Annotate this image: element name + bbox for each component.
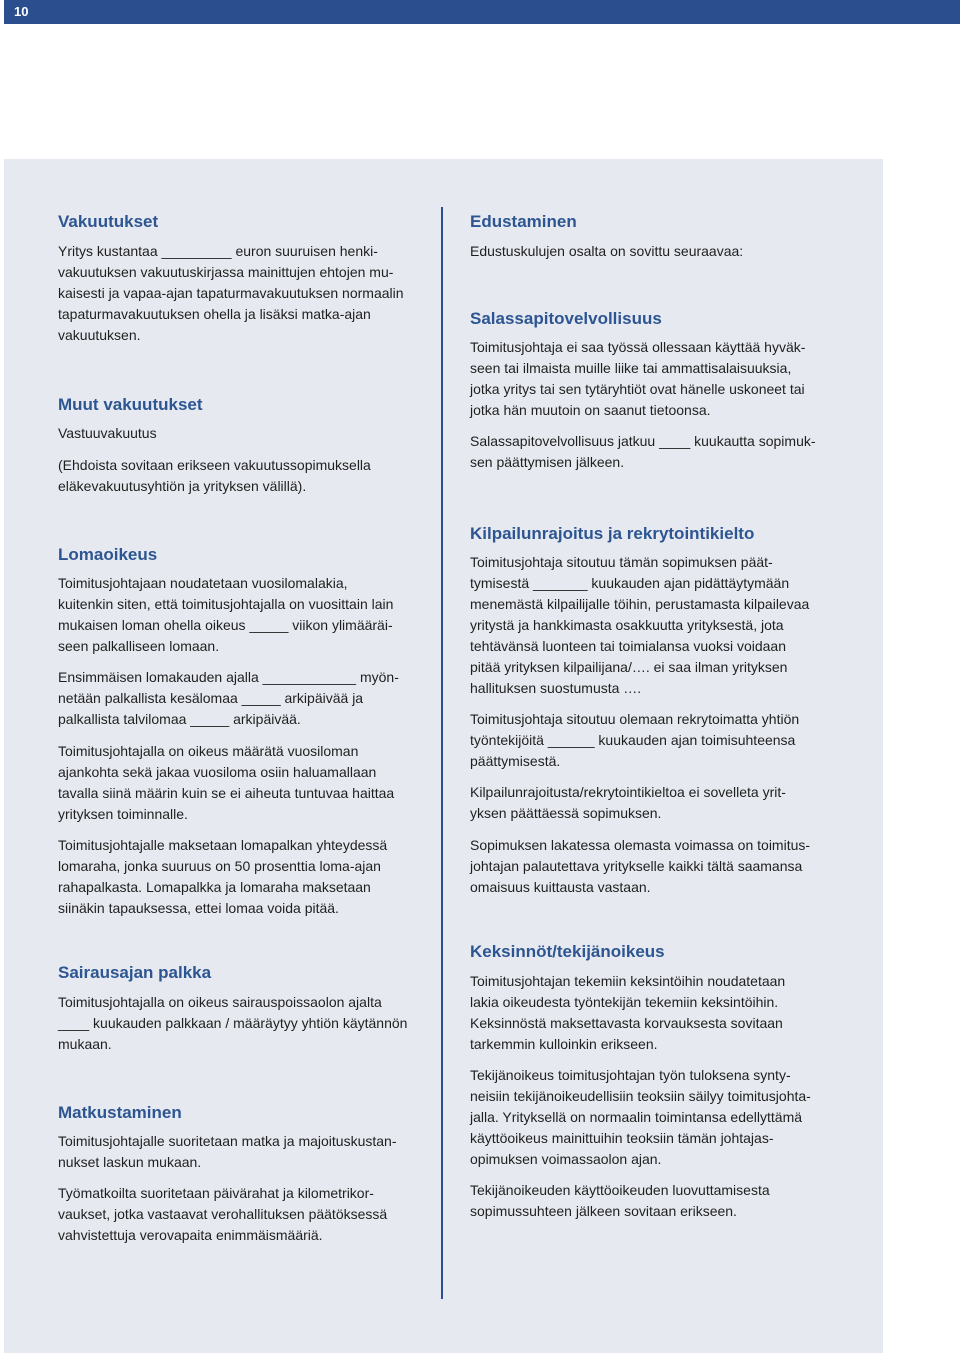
text-line: jotka yritys tai sen tytäryhtiöt ovat hänelle uskoneet tai	[470, 381, 805, 397]
text-line: omaisuus kuittausta vastaan.	[470, 879, 651, 895]
text-line: seen palkalliseen lomaan.	[58, 638, 220, 654]
heading-lomaoikeus: Lomaoikeus	[58, 545, 158, 564]
text-line: mukaisen loman ohella oikeus _____ viikon ylimääräi-	[58, 617, 393, 633]
text-line: Toimitusjohtaja ei saa työssä ollessaan käyttää hyväk-	[470, 339, 806, 355]
text-line: Ensimmäisen lomakauden ajalla ____________ myön-	[58, 669, 399, 685]
text-line: palkallista talvilomaa _____ arkipäivää.	[58, 711, 301, 727]
text-line: nukset laskun mukaan.	[58, 1154, 202, 1170]
text-line: Toimitusjohtajalla on oikeus sairauspoissaolon ajalta	[58, 994, 382, 1010]
heading-vakuutukset: Vakuutukset	[58, 212, 159, 231]
text-line: Yritys kustantaa _________ euron suuruisen henki-	[58, 243, 378, 259]
para-keksinnot-3	[470, 1180, 770, 1222]
para-salassapito-1	[470, 337, 805, 421]
para-kilpailunrajoitus-2	[470, 709, 799, 772]
heading-keksinnot: Keksinnöt/tekijänoikeus	[470, 942, 665, 961]
text-line: lomaraha, jonka suuruus on 50 prosenttia loma-ajan	[58, 858, 381, 874]
text-line: Keksinnöstä maksettavasta korvauksesta sovitaan	[470, 1015, 783, 1031]
text-line: Tekijänoikeuden käyttöoikeuden luovuttamisesta	[470, 1182, 770, 1198]
text-line: menemästä kilpailijalle töihin, perustamasta kilpailevaa	[470, 596, 810, 612]
para-vakuutukset	[58, 241, 404, 346]
para-salassapito-2	[470, 431, 816, 473]
text-line: sopimussuhteen jälkeen sovitaan erikseen.	[470, 1203, 737, 1219]
para-edustaminen	[470, 241, 743, 262]
text-line: Tekijänoikeus toimitusjohtajan työn tuloksena synty-	[470, 1067, 791, 1083]
text-line: yksen päättäessä sopimuksen.	[470, 805, 662, 821]
para-matkustaminen-1	[58, 1131, 397, 1173]
text-line: vaukset, jotka vastaavat verohallituksen päätöksessä	[58, 1206, 388, 1222]
text-line: Toimitusjohtajalle maksetaan lomapalkan yhteydessä	[58, 837, 388, 853]
header-bar	[4, 0, 960, 24]
text-line: seen tai ilmaista muille liike tai ammattisalaisuuksia,	[470, 360, 792, 376]
text-line: yrityksen toiminnalle.	[58, 806, 188, 822]
text-line: ajankohta sekä jakaa vuosiloma osiin haluamallaan	[58, 764, 377, 780]
text-line: pitää yrityksen kilpailijana/…. ei saa ilman yrityksen	[470, 659, 788, 675]
text-line: käyttöoikeus mainittuihin teoksiin tämän johtajas-	[470, 1130, 774, 1146]
text-line: Edustuskulujen osalta on sovittu seuraavaa:	[470, 243, 744, 259]
text-line: tapaturmavakuutuksen ohella ja lisäksi matka-ajan	[58, 306, 371, 322]
text-line: Vastuuvakuutus	[58, 425, 157, 441]
text-line: tavalla siinä määrin kuin se ei aiheuta tuntuvaa haittaa	[58, 785, 395, 801]
text-line: netään palkallista kesälomaa _____ arkipäivää ja	[58, 690, 364, 706]
text-line: Sopimuksen lakatessa olemasta voimassa on toimitus-	[470, 837, 811, 853]
text-line: Toimitusjohtajalle suoritetaan matka ja majoituskustan-	[58, 1133, 397, 1149]
text-line: siinäkin tapauksessa, ettei lomaa voida pitää.	[58, 900, 339, 916]
text-line: neisiin tekijänoikeudellisiin teoksiin säilyy toimitusjohta-	[470, 1088, 811, 1104]
text-line: mukaan.	[58, 1036, 112, 1052]
heading-sairausajan-palkka: Sairausajan palkka	[58, 963, 212, 982]
text-line: jalla. Yrityksellä on normaalin toimintansa edellyttämä	[470, 1109, 803, 1125]
para-lomaoikeus-4	[58, 835, 387, 919]
text-line: Toimitusjohtaja sitoutuu olemaan rekrytoimatta yhtiön	[470, 711, 800, 727]
text-line: Työmatkoilta suoritetaan päivärahat ja kilometrikor-	[58, 1185, 374, 1201]
text-line: (Ehdoista sovitaan erikseen vakuutussopimuksella	[58, 457, 371, 473]
para-lomaoikeus-2	[58, 667, 399, 730]
heading-edustaminen: Edustaminen	[470, 212, 577, 231]
text-line: tehtävänsä luonteen tai toimialansa vuoksi voidaan	[470, 638, 786, 654]
text-line: Salassapitovelvollisuus jatkuu ____ kuukautta sopimuk-	[470, 433, 816, 449]
para-kilpailunrajoitus-1	[470, 552, 809, 699]
para-matkustaminen-2	[58, 1183, 387, 1246]
text-line: ____ kuukauden palkkaan / määräytyy yhtiön käytännön	[58, 1015, 408, 1031]
column-divider	[441, 207, 443, 1299]
text-line: tarkemmin kulloinkin erikseen.	[470, 1036, 658, 1052]
text-line: kaisesti ja vapaa-ajan tapaturmavakuutuksen normaalin	[58, 285, 404, 301]
heading-salassapito: Salassapitovelvollisuus	[470, 309, 662, 328]
text-line: päättymisestä.	[470, 753, 561, 769]
text-line: rahapalkasta. Lomapalkka ja lomaraha maksetaan	[58, 879, 371, 895]
text-line: työntekijöitä ______ kuukauden ajan toimisuhteensa	[470, 732, 796, 748]
text-line: tymisestä _______ kuukauden ajan pidättäytymään	[470, 575, 790, 591]
text-line: Toimitusjohtajaan noudatetaan vuosilomalakia,	[58, 575, 348, 591]
text-line: kuitenkin siten, että toimitusjohtajalla on vuosittain lain	[58, 596, 394, 612]
text-line: vahvistettuja verovapaita enimmäismääriä.	[58, 1227, 323, 1243]
text-line: opimuksen voimassaolon ajan.	[470, 1151, 662, 1167]
heading-kilpailunrajoitus: Kilpailunrajoitus ja rekrytointikielto	[470, 524, 755, 543]
text-line: jotka hän muutoin on saanut tietoonsa.	[470, 402, 711, 418]
para-keksinnot-1	[470, 971, 785, 1055]
para-kilpailunrajoitus-4	[470, 835, 810, 898]
text-line: Toimitusjohtajalla on oikeus määrätä vuosiloman	[58, 743, 359, 759]
para-lomaoikeus-1	[58, 573, 393, 657]
para-lomaoikeus-3	[58, 741, 394, 825]
text-line: hallituksen suostumusta ….	[470, 680, 642, 696]
para-vastuuvakuutus	[58, 423, 157, 444]
para-sairausajan-palkka	[58, 992, 407, 1055]
text-line: eläkevakuutusyhtiön ja yrityksen välillä).	[58, 478, 307, 494]
text-line: Kilpailunrajoitusta/rekrytointikieltoa ei sovelleta yrit-	[470, 784, 786, 800]
text-line: sen päättymisen jälkeen.	[470, 454, 625, 470]
text-line: vakuutuksen.	[58, 327, 141, 343]
text-line: yritystä ja hankkimasta osakkuutta yrityksestä, jota	[470, 617, 784, 633]
para-keksinnot-2	[470, 1065, 811, 1170]
heading-muut-vakuutukset: Muut vakuutukset	[58, 395, 203, 414]
text-line: Toimitusjohtajan tekemiin keksintöihin noudatetaan	[470, 973, 786, 989]
text-line: johtajan palautettava yritykselle kaikki tältä saamansa	[470, 858, 803, 874]
para-kilpailunrajoitus-3	[470, 782, 786, 824]
page-number: 10	[14, 4, 29, 19]
text-line: vakuutuksen vakuutuskirjassa mainittujen ehtojen mu-	[58, 264, 394, 280]
text-line: lakia oikeudesta työntekijän tekemiin keksintöihin.	[470, 994, 779, 1010]
para-ehdoista	[58, 455, 371, 497]
text-line: Toimitusjohtaja sitoutuu tämän sopimuksen päät-	[470, 554, 773, 570]
heading-matkustaminen: Matkustaminen	[58, 1103, 182, 1122]
